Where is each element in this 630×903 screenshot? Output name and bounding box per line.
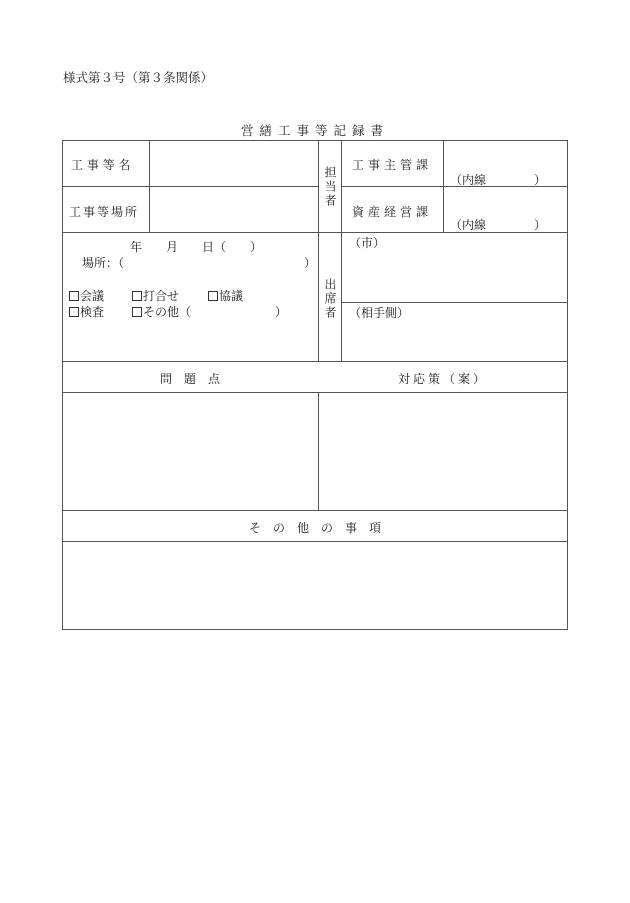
divider-issues-measures (318, 392, 319, 510)
divider-meeting-issues (62, 361, 568, 362)
divider-department-ext (443, 140, 444, 232)
option-other[interactable]: その他（ ） (132, 303, 287, 320)
divider-left-block (318, 140, 319, 361)
issues-header: 問 題 点 (159, 372, 220, 386)
divider-project-label (149, 140, 150, 232)
attendees-counterpart-label: （相手側） (349, 306, 410, 320)
checkbox-icon[interactable] (132, 291, 142, 301)
other-matters-header: そ の 他 の 事 項 (248, 521, 381, 535)
divider-issues-header (62, 392, 568, 393)
construction-dept-label: 工事主管課 (352, 158, 433, 172)
checkbox-icon[interactable] (69, 307, 79, 317)
option-inspection[interactable]: 検査 (69, 303, 104, 320)
meeting-place[interactable]: 場所：（ ） (82, 256, 317, 270)
divider-name-location (62, 186, 318, 187)
option-meeting[interactable]: 会議 (69, 287, 104, 304)
divider-issues-other (62, 510, 568, 511)
option-arrangement[interactable]: 打合せ (132, 287, 179, 304)
checkbox-icon[interactable] (69, 291, 79, 301)
document-title: 営繕工事等記録書 (240, 123, 389, 138)
asset-dept-extension[interactable]: （内線 ） (450, 218, 547, 232)
record-form-table (62, 140, 568, 630)
form-number: 様式第３号（第３条関係） (63, 70, 214, 85)
option-consultation[interactable]: 協議 (208, 287, 243, 304)
divider-attendees (341, 302, 568, 303)
project-location-label: 工事等場所 (69, 205, 140, 219)
checkbox-icon[interactable] (208, 291, 218, 301)
meeting-date[interactable]: 年 月 日（ ） (130, 240, 263, 254)
attendees-city-label: （市） (349, 236, 386, 250)
construction-dept-extension[interactable]: （内線 ） (450, 173, 547, 187)
checkbox-icon[interactable] (132, 307, 142, 317)
measures-header: 対応策（案） (397, 372, 488, 386)
attendees-label: 出席者 (323, 278, 337, 320)
divider-other-header (62, 541, 568, 542)
border-top (62, 140, 568, 141)
project-name-label: 工 事 等 名 (71, 158, 131, 172)
asset-dept-label: 資産経営課 (352, 205, 433, 219)
divider-side-label (341, 140, 342, 361)
person-in-charge-label: 担当者 (323, 166, 337, 208)
border-bottom (62, 629, 568, 630)
